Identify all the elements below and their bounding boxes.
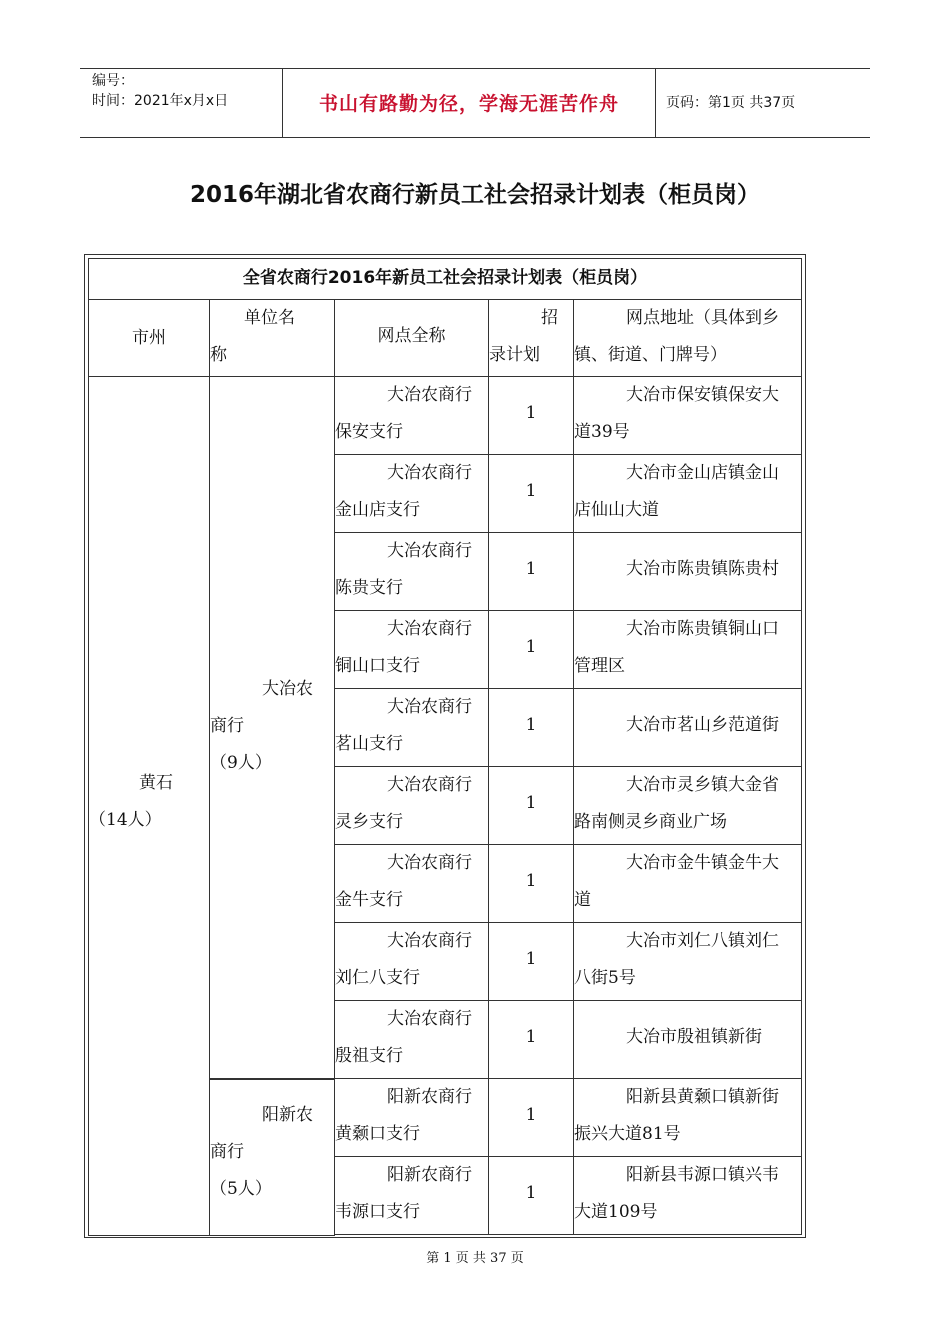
- address-cell: 大冶市保安镇保安大 道39号: [573, 376, 802, 455]
- table-caption: 全省农商行2016年新员工社会招录计划表（柜员岗）: [88, 258, 802, 300]
- document-title: 2016年湖北省农商行新员工社会招录计划表（柜员岗）: [189, 182, 760, 208]
- address-cell: 大冶市刘仁八镇刘仁 八街5号: [573, 922, 802, 1001]
- unit-cell-yangxin: 阳新农 商行 （5人）: [209, 1078, 335, 1236]
- plan-cell: 1: [488, 688, 574, 767]
- branch-cell: 大冶农商行 茗山支行: [334, 688, 489, 767]
- page-header: [80, 68, 870, 138]
- recruitment-table: [84, 254, 806, 1238]
- address-cell: 大冶市茗山乡范道街: [573, 688, 802, 767]
- number-label: 编号：: [92, 73, 134, 89]
- motto: 书山有路勤为径，学海无涯苦作舟: [318, 93, 619, 115]
- header-page-cell: [656, 69, 870, 137]
- plan-cell: 1: [488, 532, 574, 611]
- plan-cell: 1: [488, 844, 574, 923]
- branch-cell: 大冶农商行 金牛支行: [334, 844, 489, 923]
- branch-cell: 大冶农商行 殷祖支行: [334, 1000, 489, 1079]
- header-branch: 网点全称: [334, 299, 489, 377]
- header-motto-cell: [282, 69, 656, 137]
- plan-cell: 1: [488, 1078, 574, 1157]
- plan-cell: 1: [488, 610, 574, 689]
- unit-cell-daye: 大冶农 商行 （9人）: [209, 376, 335, 1080]
- branch-cell: 大冶农商行 铜山口支行: [334, 610, 489, 689]
- city-cell: [88, 376, 210, 1236]
- plan-cell: 1: [488, 454, 574, 533]
- branch-cell: 阳新农商行 黄颡口支行: [334, 1078, 489, 1157]
- header-plan: 招 录计划: [488, 299, 574, 377]
- city-name: 黄石: [139, 773, 173, 793]
- address-cell: 大冶市殷祖镇新街: [573, 1000, 802, 1079]
- branch-cell: 大冶农商行 灵乡支行: [334, 766, 489, 845]
- branch-cell: 大冶农商行 刘仁八支行: [334, 922, 489, 1001]
- address-cell: 大冶市金牛镇金牛大 道: [573, 844, 802, 923]
- page-info: 页码：第1页 共37页: [666, 95, 796, 111]
- header-city: 市州: [88, 299, 210, 377]
- address-cell: 大冶市陈贵镇陈贵村: [573, 532, 802, 611]
- city-count: （14人）: [89, 810, 162, 830]
- branch-cell: 大冶农商行 金山店支行: [334, 454, 489, 533]
- branch-cell: 阳新农商行 韦源口支行: [334, 1156, 489, 1235]
- address-cell: 大冶市金山店镇金山 店仙山大道: [573, 454, 802, 533]
- address-cell: 大冶市灵乡镇大金省 路南侧灵乡商业广场: [573, 766, 802, 845]
- header-meta: [80, 69, 282, 137]
- header-unit: 单位名 称: [209, 299, 335, 377]
- address-cell: 大冶市陈贵镇铜山口 管理区: [573, 610, 802, 689]
- branch-cell: 大冶农商行 保安支行: [334, 376, 489, 455]
- plan-cell: 1: [488, 766, 574, 845]
- plan-cell: 1: [488, 1000, 574, 1079]
- address-cell: 阳新县韦源口镇兴韦 大道109号: [573, 1156, 802, 1235]
- date-label: 时间：2021年x月x日: [92, 93, 229, 109]
- header-address: 网点地址（具体到乡 镇、街道、门牌号）: [573, 299, 802, 377]
- address-cell: 阳新县黄颡口镇新街 振兴大道81号: [573, 1078, 802, 1157]
- plan-cell: 1: [488, 1156, 574, 1235]
- plan-cell: 1: [488, 922, 574, 1001]
- page-footer: 第 1 页 共 37 页: [426, 1251, 524, 1266]
- branch-cell: 大冶农商行 陈贵支行: [334, 532, 489, 611]
- plan-cell: 1: [488, 376, 574, 455]
